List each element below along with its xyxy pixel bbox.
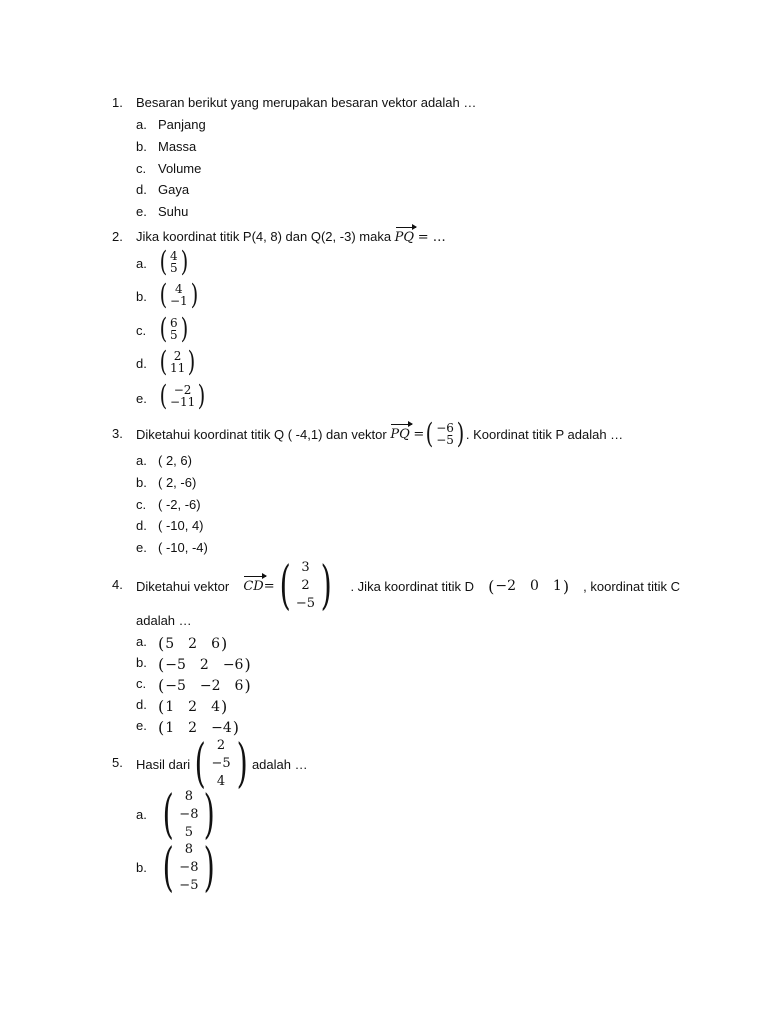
vector-cell: −8 [179, 807, 199, 822]
option-vector: ( −5 −2 6 ) [158, 676, 251, 695]
vector-cell: 2 [173, 349, 182, 363]
vector-pq-symbol: PQ [390, 426, 410, 442]
option-text: Volume [158, 161, 202, 176]
option-text: ( 2, 6) [158, 453, 192, 468]
option-text: Massa [158, 139, 197, 154]
option-vector: ( 8 −8 5 ) [162, 785, 216, 845]
option-letter: a. [136, 807, 147, 822]
option-letter: e. [136, 391, 147, 406]
option-text: ( 2, -6) [158, 475, 197, 490]
equals-sign: = [263, 578, 275, 594]
vector-cell: 5 [184, 825, 194, 840]
vector-cell: −1 [169, 294, 188, 308]
question-text-before: Diketahui vektor [136, 578, 230, 594]
vector-cell: −4 [211, 719, 232, 736]
vector-cell: −5 [211, 756, 231, 771]
vector-cell: 4 [211, 698, 221, 715]
question-number: 2. [112, 229, 123, 244]
vector-cell: 1 [165, 698, 175, 715]
option-letter: d. [136, 356, 147, 371]
option-text: Panjang [158, 117, 206, 132]
option-letter: a. [136, 453, 147, 468]
option-vector: ( 4 5 ) [159, 245, 188, 278]
given-vector: ( −6 −5 ) [425, 417, 465, 450]
vector-cell: 8 [184, 789, 194, 804]
option-letter: b. [136, 655, 147, 670]
question-text-line2: adalah … [136, 613, 192, 628]
option-letter: b. [136, 860, 147, 875]
option-vector: ( 1 2 −4 ) [158, 718, 239, 737]
option-letter: d. [136, 182, 147, 197]
option-letter: d. [136, 518, 147, 533]
option-letter: b. [136, 289, 147, 304]
option-letter: a. [136, 117, 147, 132]
option-letter: c. [136, 497, 147, 512]
vector-cell: 2 [199, 656, 209, 673]
vector-cell: 8 [184, 842, 194, 857]
vector-pq-symbol: PQ [394, 230, 415, 245]
question-text [136, 736, 308, 792]
vector-cell: 2 [188, 698, 198, 715]
option-letter: e. [136, 540, 147, 555]
vector-cd-symbol: CD [243, 578, 264, 594]
vector-cell: 6 [234, 677, 244, 694]
vector-cell: −6 [222, 656, 244, 673]
option-letter: b. [136, 475, 147, 490]
option-letter: a. [136, 256, 147, 271]
vector-cell: 1 [552, 578, 562, 594]
vector-cell: −8 [179, 860, 199, 875]
option-letter: c. [136, 323, 147, 338]
vector-cell: −11 [169, 395, 196, 409]
vector-cell: −5 [165, 656, 186, 673]
option-vector: ( 5 2 6 ) [158, 634, 228, 653]
question-number: 5. [112, 755, 123, 770]
option-vector: ( −5 2 −6 ) [158, 655, 251, 674]
vector-cell: 0 [529, 578, 539, 594]
option-letter: a. [136, 634, 147, 649]
vector-cell: −5 [165, 677, 186, 694]
vector-cd-expression [243, 556, 336, 616]
vector-cell: 4 [216, 774, 226, 789]
question-text [136, 558, 680, 614]
question-text: Besaran berikut yang merupakan besaran vektor adalah … [136, 95, 477, 110]
question-number: 1. [112, 95, 123, 110]
question-4 [112, 558, 682, 614]
option-vector: ( 2 11 ) [159, 345, 196, 378]
option-text: ( -2, -6) [158, 497, 201, 512]
vector-cell: −5 [179, 878, 199, 893]
option-letter: b. [136, 139, 147, 154]
question-text [136, 229, 446, 245]
option-letter: c. [136, 161, 147, 176]
option-vector: ( −2 −11 ) [159, 379, 206, 412]
vector-cell: 4 [169, 249, 178, 263]
question-text-after: adalah … [251, 756, 308, 772]
question-text-before: Diketahui koordinat titik Q ( -4,1) dan vektor [136, 426, 387, 442]
vector-cell: 6 [211, 635, 221, 652]
question-text [136, 418, 623, 450]
question-text-before: Jika koordinat titik P(4, 8) dan Q(2, -3) maka [136, 229, 392, 244]
vector-cell: 5 [169, 261, 178, 275]
question-number: 3. [112, 426, 123, 441]
vector-cell: −5 [436, 433, 454, 447]
option-vector: ( 1 2 4 ) [158, 697, 228, 716]
question-text-after: , koordinat titik C [583, 578, 680, 594]
vector-cell: −2 [199, 677, 221, 694]
vector-cell: −6 [436, 421, 454, 435]
option-letter: e. [136, 204, 147, 219]
vector-cell: 2 [188, 719, 198, 736]
vector-cell: 5 [169, 328, 178, 342]
vector-cell: 3 [301, 560, 310, 575]
question-text-mid: . Jika koordinat titik D [350, 578, 474, 594]
equals-sign: = [413, 426, 425, 442]
given-vector: ( 2 −5 4 ) [194, 734, 248, 794]
option-letter: e. [136, 718, 147, 733]
question-number: 4. [112, 577, 123, 592]
question-text-before: Hasil dari [136, 756, 191, 772]
vector-cell: −2 [495, 578, 516, 594]
vector-cell: 2 [301, 578, 310, 593]
vector-cell: 1 [165, 719, 175, 736]
option-text: ( -10, -4) [158, 540, 208, 555]
vector-cell: 2 [216, 738, 226, 753]
option-vector: ( 4 −1 ) [159, 278, 198, 311]
vector-cell: 2 [188, 635, 198, 652]
vector-cell: 5 [165, 635, 175, 652]
option-text: Suhu [158, 204, 189, 219]
given-vector: ( 3 2 −5 ) [279, 556, 332, 616]
point-d-vector: ( −2 0 1 ) [488, 576, 570, 596]
question-text-after: . Koordinat titik P adalah … [465, 426, 624, 442]
option-text: ( -10, 4) [158, 518, 204, 533]
vector-cell: −5 [295, 596, 316, 611]
option-letter: c. [136, 676, 147, 691]
option-vector: ( 6 5 ) [159, 312, 188, 345]
vector-cell: 4 [174, 282, 183, 296]
question-text-after: = … [417, 230, 446, 245]
vector-cell: 6 [169, 316, 178, 330]
vector-cell: 11 [169, 361, 186, 375]
option-letter: d. [136, 697, 147, 712]
vector-cell: −2 [173, 383, 192, 397]
option-text: Gaya [158, 182, 190, 197]
option-vector: ( 8 −8 −5 ) [162, 838, 216, 898]
